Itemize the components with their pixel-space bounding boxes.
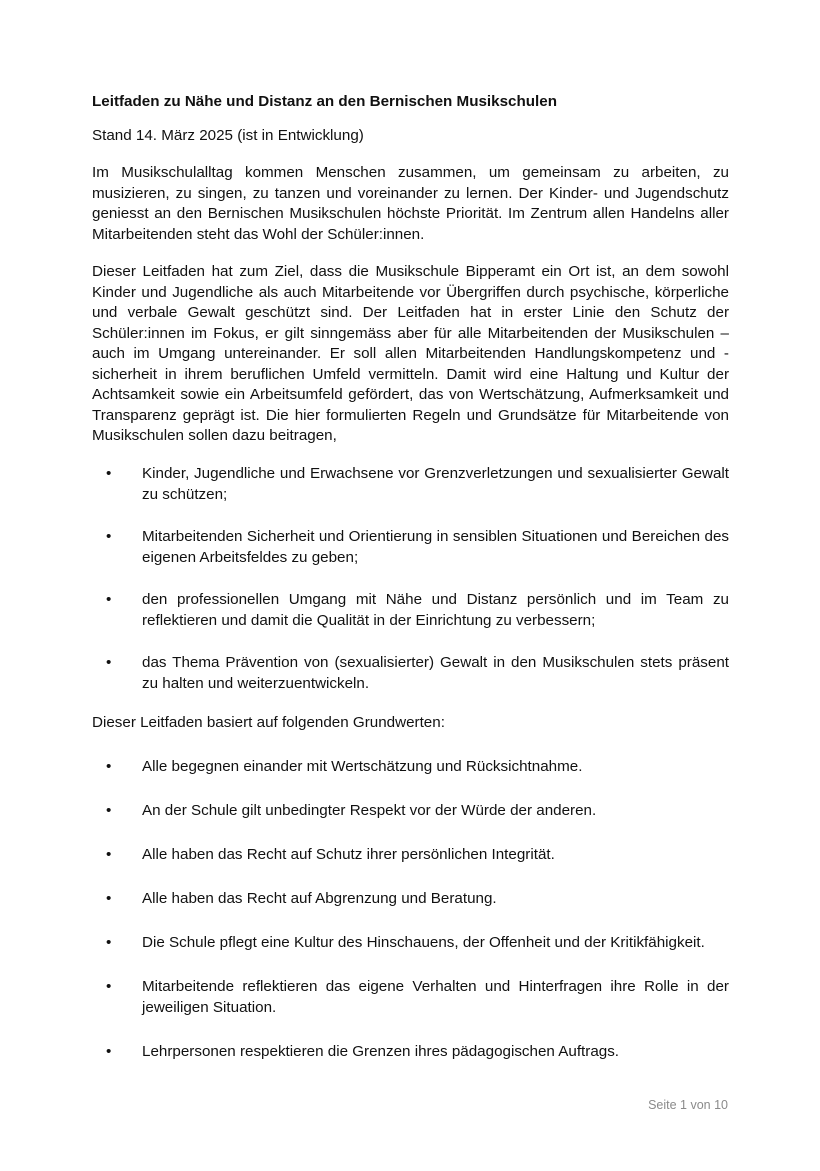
value-text: Die Schule pflegt eine Kultur des Hinschauens, der Offenheit und der Kritikfähigkeit. xyxy=(142,934,705,951)
list-item xyxy=(92,1042,729,1063)
document-title: Leitfaden zu Nähe und Distanz an den Bernischen Musikschulen xyxy=(92,93,557,110)
list-item xyxy=(92,653,729,694)
purpose-paragraph: Dieser Leitfaden hat zum Ziel, dass die Musikschule Bipperamt ein Ort ist, an dem sowohl Kinder und Jugendliche als auch Mitarbeitende vor Übergriffen durch psychische, körperliche und verbale Gewalt geschützt sind. Der Leitfaden hat in erster Linie den Schutz der Schüler:innen im Fokus, er gilt sinngemäss aber für alle Mitarbeitenden der Musikschulen – auch im Umgang untereinander. Er soll allen Mitarbeitenden Handlungskompetenz und -sicherheit in ihrem beruflichen Umfeld vermitteln. Damit wird eine Haltung und Kultur der Achtsamkeit sowie ein Arbeitsumfeld gefördert, das von Wertschätzung, Aufmerksamkeit und Transparenz geprägt ist. Die hier formulierten Regeln und Grundsätze für Mitarbeitende von Musikschulen sollen dazu beitragen, xyxy=(92,263,729,444)
goals-list xyxy=(92,464,729,716)
value-text: Lehrpersonen respektieren die Grenzen ihres pädagogischen Auftrags. xyxy=(142,1042,620,1060)
goal-text: das Thema Prävention von (sexualisierter) Gewalt in den Musikschulen stets präsent zu halten und weiterzuentwickeln. xyxy=(142,654,729,692)
goal-text: den professionellen Umgang mit Nähe und Distanz persönlich und im Team zu reflektieren und damit die Qualität in der Einrichtung zu verbessern; xyxy=(142,591,729,629)
intro-paragraph: Im Musikschulalltag kommen Menschen zusammen, um gemeinsam zu arbeiten, zu musizieren, zu singen, zu tanzen und voreinander zu lernen. Der Kinder- und Jugendschutz geniesst an den Bernischen Musikschulen höchste Priorität. Im Zentrum allen Handelns aller Mitarbeitenden steht das Wohl der Schüler:innen. xyxy=(92,164,729,243)
bullet-icon: • xyxy=(106,978,112,995)
list-item xyxy=(92,464,729,505)
list-item xyxy=(92,527,729,568)
bullet-icon: • xyxy=(106,591,112,608)
bullet-icon: • xyxy=(106,846,112,863)
bullet-icon: • xyxy=(106,890,112,907)
list-item xyxy=(92,845,729,866)
value-text: Mitarbeitende reflektieren das eigene Verhalten und Hinterfragen ihre Rolle in der jeweiligen Situation. xyxy=(142,978,729,1016)
document-page xyxy=(92,0,729,1171)
list-item xyxy=(92,801,729,822)
value-text: Alle haben das Recht auf Schutz ihrer persönlichen Integrität. xyxy=(142,846,555,863)
values-list xyxy=(92,757,729,1086)
bullet-icon: • xyxy=(106,465,112,482)
goal-text: Mitarbeitenden Sicherheit und Orientierung in sensiblen Situationen und Bereichen des eigenen Arbeitsfeldes zu geben; xyxy=(142,528,729,566)
bullet-icon: • xyxy=(106,802,112,819)
list-item xyxy=(92,933,729,954)
value-text: An der Schule gilt unbedingter Respekt vor der Würde der anderen. xyxy=(142,802,597,819)
bullet-icon: • xyxy=(106,1042,112,1060)
bullet-icon: • xyxy=(106,758,112,775)
list-item xyxy=(92,889,729,910)
page-number: Seite 1 von 10 xyxy=(648,1098,728,1112)
bullet-icon: • xyxy=(106,654,112,671)
bullet-icon: • xyxy=(106,934,112,951)
list-item xyxy=(92,977,729,1018)
list-item xyxy=(92,590,729,631)
goal-text: Kinder, Jugendliche und Erwachsene vor Grenzverletzungen und sexualisierter Gewalt zu schützen; xyxy=(142,465,729,503)
value-text: Alle begegnen einander mit Wertschätzung und Rücksichtnahme. xyxy=(142,758,583,775)
list-item xyxy=(92,757,729,778)
bullet-icon: • xyxy=(106,528,112,545)
values-intro: Dieser Leitfaden basiert auf folgenden Grundwerten: xyxy=(92,714,445,731)
value-text: Alle haben das Recht auf Abgrenzung und Beratung. xyxy=(142,890,497,907)
document-date: Stand 14. März 2025 (ist in Entwicklung) xyxy=(92,127,364,144)
